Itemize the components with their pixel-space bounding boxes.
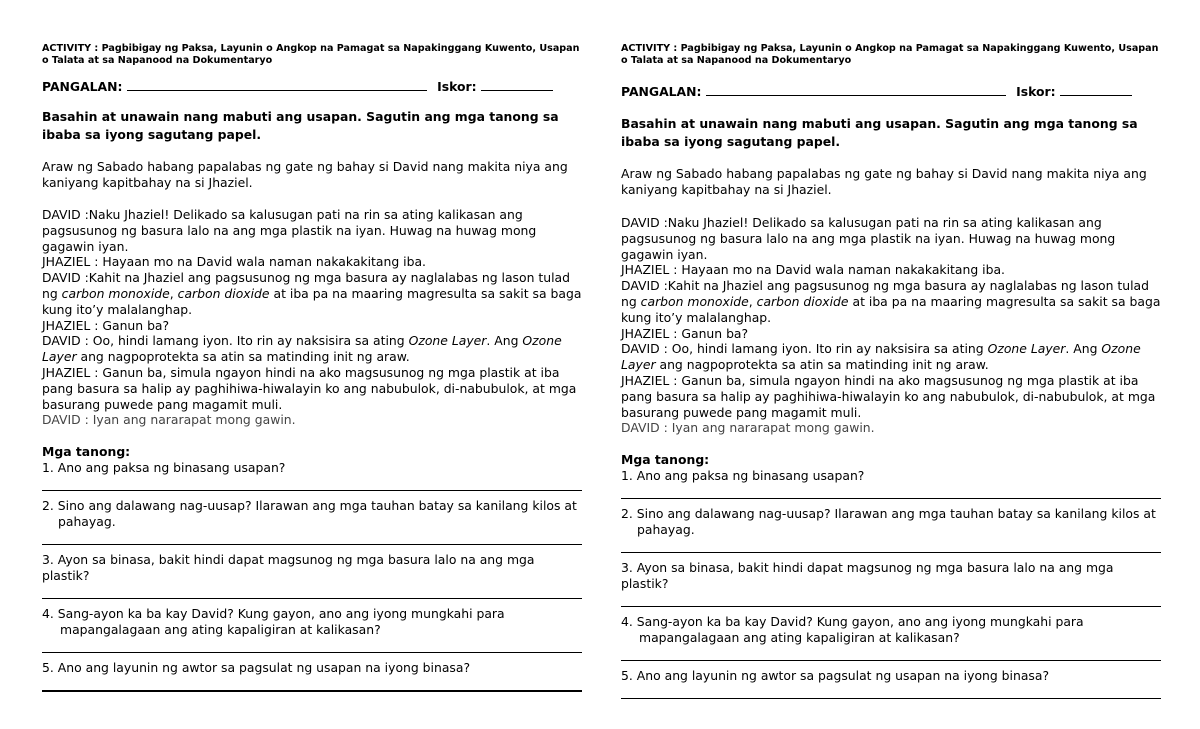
name-blank[interactable] bbox=[706, 83, 1006, 96]
answer-line-4[interactable] bbox=[621, 660, 1161, 661]
question-4: 4. Sang-ayon ka ba kay David? Kung gayon, ano ang iyong mungkahi para mapangalagaan ang ating kapaligiran at kalikasan? bbox=[621, 614, 1084, 646]
answer-line-4[interactable] bbox=[42, 652, 582, 653]
name-blank[interactable] bbox=[127, 78, 427, 91]
answer-line-5[interactable] bbox=[621, 698, 1161, 699]
question-2: 2. Sino ang dalawang nag-uusap? Ilarawan ang mga tauhan batay sa kanilang kilos at pahayag. bbox=[621, 506, 1156, 538]
answer-line-1[interactable] bbox=[621, 498, 1161, 499]
name-score-row bbox=[621, 83, 1161, 101]
question-2: 2. Sino ang dalawang nag-uusap? Ilarawan ang mga tauhan batay sa kanilang kilos at pahayag. bbox=[42, 498, 577, 530]
score-blank[interactable] bbox=[481, 78, 553, 91]
answer-line-1[interactable] bbox=[42, 490, 582, 491]
dialogue-line: DAVID : Oo, hindi lamang iyon. Ito rin ay naksisira sa ating Ozone Layer. Ang Ozone Layer ang nagpoprotekta sa atin sa matinding init ng araw. bbox=[621, 341, 1141, 373]
question-4: 4. Sang-ayon ka ba kay David? Kung gayon, ano ang iyong mungkahi para mapangalagaan ang ating kapaligiran at kalikasan? bbox=[42, 606, 505, 638]
dialogue-line: DAVID : Iyan ang nararapat mong gawin. bbox=[42, 412, 296, 428]
dialogue-line: JHAZIEL : Ganun ba? bbox=[42, 317, 170, 333]
question-1: 1. Ano ang paksa ng binasang usapan? bbox=[42, 460, 286, 476]
dialogue-line: JHAZIEL : Ganun ba, simula ngayon hindi na ako magsusunog ng mga plastik at iba pang basura sa halip ay paghihiwa-hiwalayin ko ang nabubulok, di-nabubulok, at mga basurang puwede pang magamit muli. bbox=[621, 372, 1156, 420]
questions-heading: Mga tanong: bbox=[621, 452, 710, 468]
worksheet-left bbox=[42, 0, 582, 699]
dialogue-line: DAVID :Naku Jhaziel! Delikado sa kalusugan pati na rin sa ating kalikasan ang pagsusunog ng basura lalo na ang mga plastik na iyan. Huwag na huwag mong gagawin iyan. bbox=[621, 215, 1116, 262]
question-5: 5. Ano ang layunin ng awtor sa pagsulat ng usapan na iyong binasa? bbox=[42, 660, 471, 676]
dialogue-line: JHAZIEL : Ganun ba? bbox=[621, 325, 749, 341]
dialogue-line: JHAZIEL : Ganun ba, simula ngayon hindi na ako magsusunog ng mga plastik at iba pang basura sa halip ay paghihiwa-hiwalayin ko ang nabubulok, di-nabubulok, at mga basurang puwede pang magamit muli. bbox=[42, 364, 577, 412]
worksheet-right bbox=[621, 0, 1161, 706]
score-label: Iskor: bbox=[437, 79, 477, 94]
score-blank[interactable] bbox=[1060, 83, 1132, 96]
answer-line-3[interactable] bbox=[42, 598, 582, 599]
dialogue-line: DAVID : Iyan ang nararapat mong gawin. bbox=[621, 420, 875, 436]
question-5: 5. Ano ang layunin ng awtor sa pagsulat ng usapan na iyong binasa? bbox=[621, 668, 1050, 684]
answer-line-5[interactable] bbox=[42, 690, 582, 692]
answer-line-2[interactable] bbox=[621, 552, 1161, 553]
activity-title: ACTIVITY : Pagbibigay ng Paksa, Layunin o Angkop na Pamagat sa Napakinggang Kuwento, Usapan o Talata at sa Napanood na Dokumentaryo bbox=[42, 43, 580, 66]
instruction: Basahin at unawain nang mabuti ang usapan. Sagutin ang mga tanong sa ibaba sa iyong sagutang papel. bbox=[621, 116, 1138, 149]
dialogue bbox=[42, 207, 582, 428]
dialogue-line: JHAZIEL : Hayaan mo na David wala naman nakakakitang iba. bbox=[621, 262, 1005, 278]
question-1: 1. Ano ang paksa ng binasang usapan? bbox=[621, 468, 865, 484]
answer-line-3[interactable] bbox=[621, 606, 1161, 607]
name-label: PANGALAN: bbox=[42, 79, 123, 94]
answer-line-2[interactable] bbox=[42, 544, 582, 545]
dialogue-line: DAVID :Kahit na Jhaziel ang pagsusunog ng mga basura ay naglalabas ng lason tulad ng carbon monoxide, carbon dioxide at iba pa na maaring magresulta sa sakit sa baga kung ito’y malalanghap. bbox=[621, 278, 1161, 325]
dialogue-line: DAVID :Kahit na Jhaziel ang pagsusunog ng mga basura ay naglalabas ng lason tulad ng carbon monoxide, carbon dioxide at iba pa na maaring magresulta sa sakit sa baga kung ito’y malalanghap. bbox=[42, 270, 582, 317]
dialogue-line: JHAZIEL : Hayaan mo na David wala naman nakakakitang iba. bbox=[42, 254, 426, 270]
name-label: PANGALAN: bbox=[621, 84, 702, 99]
instruction: Basahin at unawain nang mabuti ang usapan. Sagutin ang mga tanong sa ibaba sa iyong sagutang papel. bbox=[42, 109, 559, 142]
dialogue-line: DAVID :Naku Jhaziel! Delikado sa kalusugan pati na rin sa ating kalikasan ang pagsusunog ng basura lalo na ang mga plastik na iyan. Huwag na huwag mong gagawin iyan. bbox=[42, 207, 537, 254]
activity-title: ACTIVITY : Pagbibigay ng Paksa, Layunin o Angkop na Pamagat sa Napakinggang Kuwento, Usapan o Talata at sa Napanood na Dokumentaryo bbox=[621, 43, 1159, 66]
dialogue bbox=[621, 215, 1161, 436]
intro-paragraph: Araw ng Sabado habang papalabas ng gate ng bahay si David nang makita niya ang kaniyang kapitbahay na si Jhaziel. bbox=[621, 166, 1147, 197]
questions-heading: Mga tanong: bbox=[42, 444, 131, 460]
dialogue-line: DAVID : Oo, hindi lamang iyon. Ito rin ay naksisira sa ating Ozone Layer. Ang Ozone Layer ang nagpoprotekta sa atin sa matinding init ng araw. bbox=[42, 333, 562, 365]
question-3: 3. Ayon sa binasa, bakit hindi dapat magsunog ng mga basura lalo na ang mga plastik? bbox=[42, 552, 535, 584]
question-3: 3. Ayon sa binasa, bakit hindi dapat magsunog ng mga basura lalo na ang mga plastik? bbox=[621, 560, 1114, 592]
intro-paragraph: Araw ng Sabado habang papalabas ng gate ng bahay si David nang makita niya ang kaniyang kapitbahay na si Jhaziel. bbox=[42, 159, 568, 190]
name-score-row bbox=[42, 78, 582, 96]
score-label: Iskor: bbox=[1016, 84, 1056, 99]
